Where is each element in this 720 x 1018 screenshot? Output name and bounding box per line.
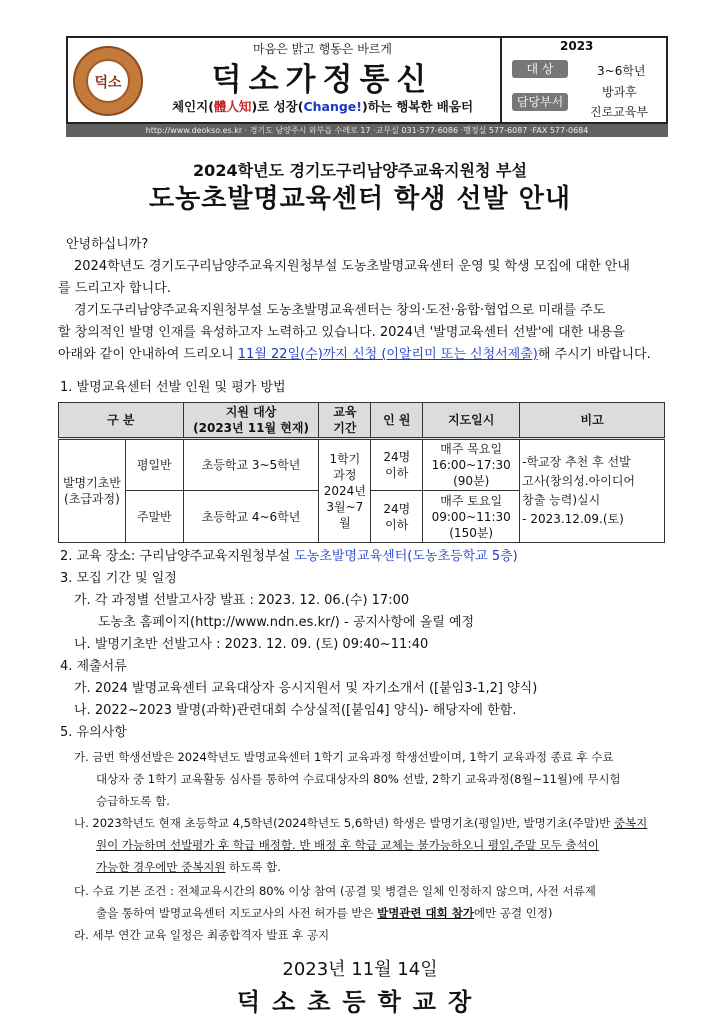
section4-item-b: 나. 2022~2023 발명(과학)관련대회 수상실적([붙임4] 양식)- 해당자에 한함. — [74, 703, 517, 718]
section5-heading: 5. 유의사항 — [60, 725, 127, 740]
class-cell: 주말반 — [125, 491, 183, 543]
principal-signature: 덕소초등학교장 — [236, 988, 484, 1016]
section3-item-a: 가. 각 과정별 선발고사장 발표 : 2023. 12. 06.(수) 17:00 — [74, 593, 410, 608]
section3-item-a-detail: 도농초 홈페이지(http://www.ndn.es.kr/) - 공지사항에 올릴 예정 — [98, 615, 475, 630]
greeting: 안녕하십니까? — [66, 237, 149, 252]
intro-p2-line2: 할 창의적인 발명 인재를 육성하고자 노력하고 있습니다. 2024년 '발명교육센터 선발'에 대한 내용을 — [58, 325, 626, 340]
dept-value-2: 진로교육부 — [590, 105, 648, 119]
table-row — [59, 439, 665, 491]
section3-heading: 3. 모집 기간 및 일정 — [60, 571, 177, 586]
header-note: 비고 — [520, 403, 665, 439]
selection-table — [58, 402, 665, 543]
dept-label: 담당부서 — [512, 93, 568, 111]
subtitle: 2024학년도 경기도구리남양주교육지원청 부설 — [193, 161, 527, 180]
section5-item-b-line2: 원이 가능하며 선발평가 후 학급 배정함. 반 배정 후 학급 교체는 불가능하오니 평일,주말 모두 출석이 — [96, 838, 599, 852]
class-cell: 평일반 — [125, 439, 183, 491]
intro-p1-line2: 를 드리고자 합니다. — [58, 281, 171, 296]
schedule-cell: 매주 토요일 09:00~11:30 (150분) — [423, 491, 520, 543]
section4-item-a: 가. 2024 발명교육센터 교육대상자 응시지원서 및 자기소개서 ([붙임3-1,2] 양식) — [74, 681, 538, 696]
header-divider — [500, 36, 502, 124]
intro-p2-line1: 경기도구리남양주교육지원청부설 도농초발명교육센터는 창의·도전·융합·협업으로 미래를 주도 — [74, 303, 606, 318]
header-period: 교육 기간 — [319, 403, 371, 439]
table-header-row — [59, 403, 665, 439]
header-target: 지원 대상 (2023년 11월 현재) — [183, 403, 319, 439]
section5-item-b-line3: 가능한 경우에만 중복지원 하도록 함. — [96, 860, 281, 874]
deadline-link[interactable]: 11월 22일(수)까지 신청 (이알리미 또는 신청서제출) — [237, 347, 538, 362]
school-slogan: 체인지(體人知)로 성장(Change!)하는 행복한 배움터 — [171, 99, 474, 114]
target-cell: 초등학교 4~6학년 — [183, 491, 319, 543]
issue-date: 2023년 11월 14일 — [282, 959, 438, 980]
count-cell: 24명 이하 — [371, 491, 423, 543]
intro-p1-line1: 2024학년도 경기도구리남양주교육지원청부설 도농초발명교육센터 운영 및 학생 모집에 대한 안내 — [74, 259, 630, 274]
group-cell: 발명기초반 (초급과정) — [59, 439, 126, 543]
schedule-cell: 매주 목요일 16:00~17:30 (90분) — [423, 439, 520, 491]
section5-item-c-line1: 다. 수료 기본 조건 : 전체교육시간의 80% 이상 참여 (공결 및 병결은 일체 인정하지 않으며, 사전 서류제 — [74, 884, 596, 898]
section2-location: 2. 교육 장소: 구리남양주교육지원청부설 도농초발명교육센터(도농초등학교 5층) — [60, 549, 518, 564]
audience-value: 3~6학년 — [597, 64, 646, 78]
section5-item-a-line1: 가. 금번 학생선발은 2024학년도 발명교육센터 1학기 교육과정 학생선발이며, 1학기 교육과정 종료 후 수료 — [74, 750, 614, 764]
note-cell: -학교장 추천 후 선발 고사(창의성.아이디어 창출 능력)실시 - 2023.12.09.(토) — [520, 439, 665, 543]
target-cell: 초등학교 3~5학년 — [183, 439, 319, 491]
section5-item-d: 라. 세부 연간 교육 일정은 최종합격자 발표 후 공지 — [74, 928, 330, 942]
period-cell: 1학기 과정 2024년 3월~7월 — [319, 439, 371, 543]
contact-bar: http://www.deokso.es.kr · 경기도 남양주시 와부읍 수레로 17 ·교무실 031-577-6086 ·행정실 577-6087 ·FAX 577-0684 — [66, 124, 668, 137]
intro-p2-line3: 아래와 같이 안내하여 드리오니 11월 22일(수)까지 신청 (이알리미 또는 신청서제출)해 주시기 바랍니다. — [58, 347, 651, 362]
section1-heading: 1. 발명교육센터 선발 인원 및 평가 방법 — [60, 380, 286, 395]
section4-heading: 4. 제출서류 — [60, 659, 127, 674]
school-logo-center: 덕소 — [86, 59, 130, 103]
dept-value-1: 방과후 — [602, 85, 637, 99]
school-motto: 마음은 밝고 행동은 바르게 — [253, 42, 392, 56]
audience-label: 대 상 — [512, 60, 568, 78]
section5-item-c-line2: 출을 통하여 발명교육센터 지도교사의 사전 허가를 받은 발명관련 대회 참가에만 공결 인정) — [96, 906, 553, 920]
section3-item-b: 나. 발명기초반 선발고사 : 2023. 12. 09. (토) 09:40~11:40 — [74, 637, 429, 652]
section5-item-a-line3: 승급하도록 함. — [96, 794, 170, 808]
count-cell: 24명 이하 — [371, 439, 423, 491]
section5-item-b-line1: 나. 2023학년도 현재 초등학교 4,5학년(2024학년도 5,6학년) 학생은 발명기초(평일)반, 발명기초(주말)반 중복지 — [74, 816, 648, 830]
year: 2023 — [560, 39, 594, 53]
header-schedule: 지도일시 — [423, 403, 520, 439]
section5-item-a-line2: 대상자 중 1학기 교육활동 심사를 통하여 수료대상자의 80% 선발, 2학기 교육과정(8월~11월)에 무시험 — [96, 772, 621, 786]
header-category: 구 분 — [59, 403, 184, 439]
header-count: 인 원 — [371, 403, 423, 439]
newsletter-title: 덕소가정통신 — [211, 62, 434, 98]
main-title: 도농초발명교육센터 학생 선발 안내 — [149, 184, 571, 214]
